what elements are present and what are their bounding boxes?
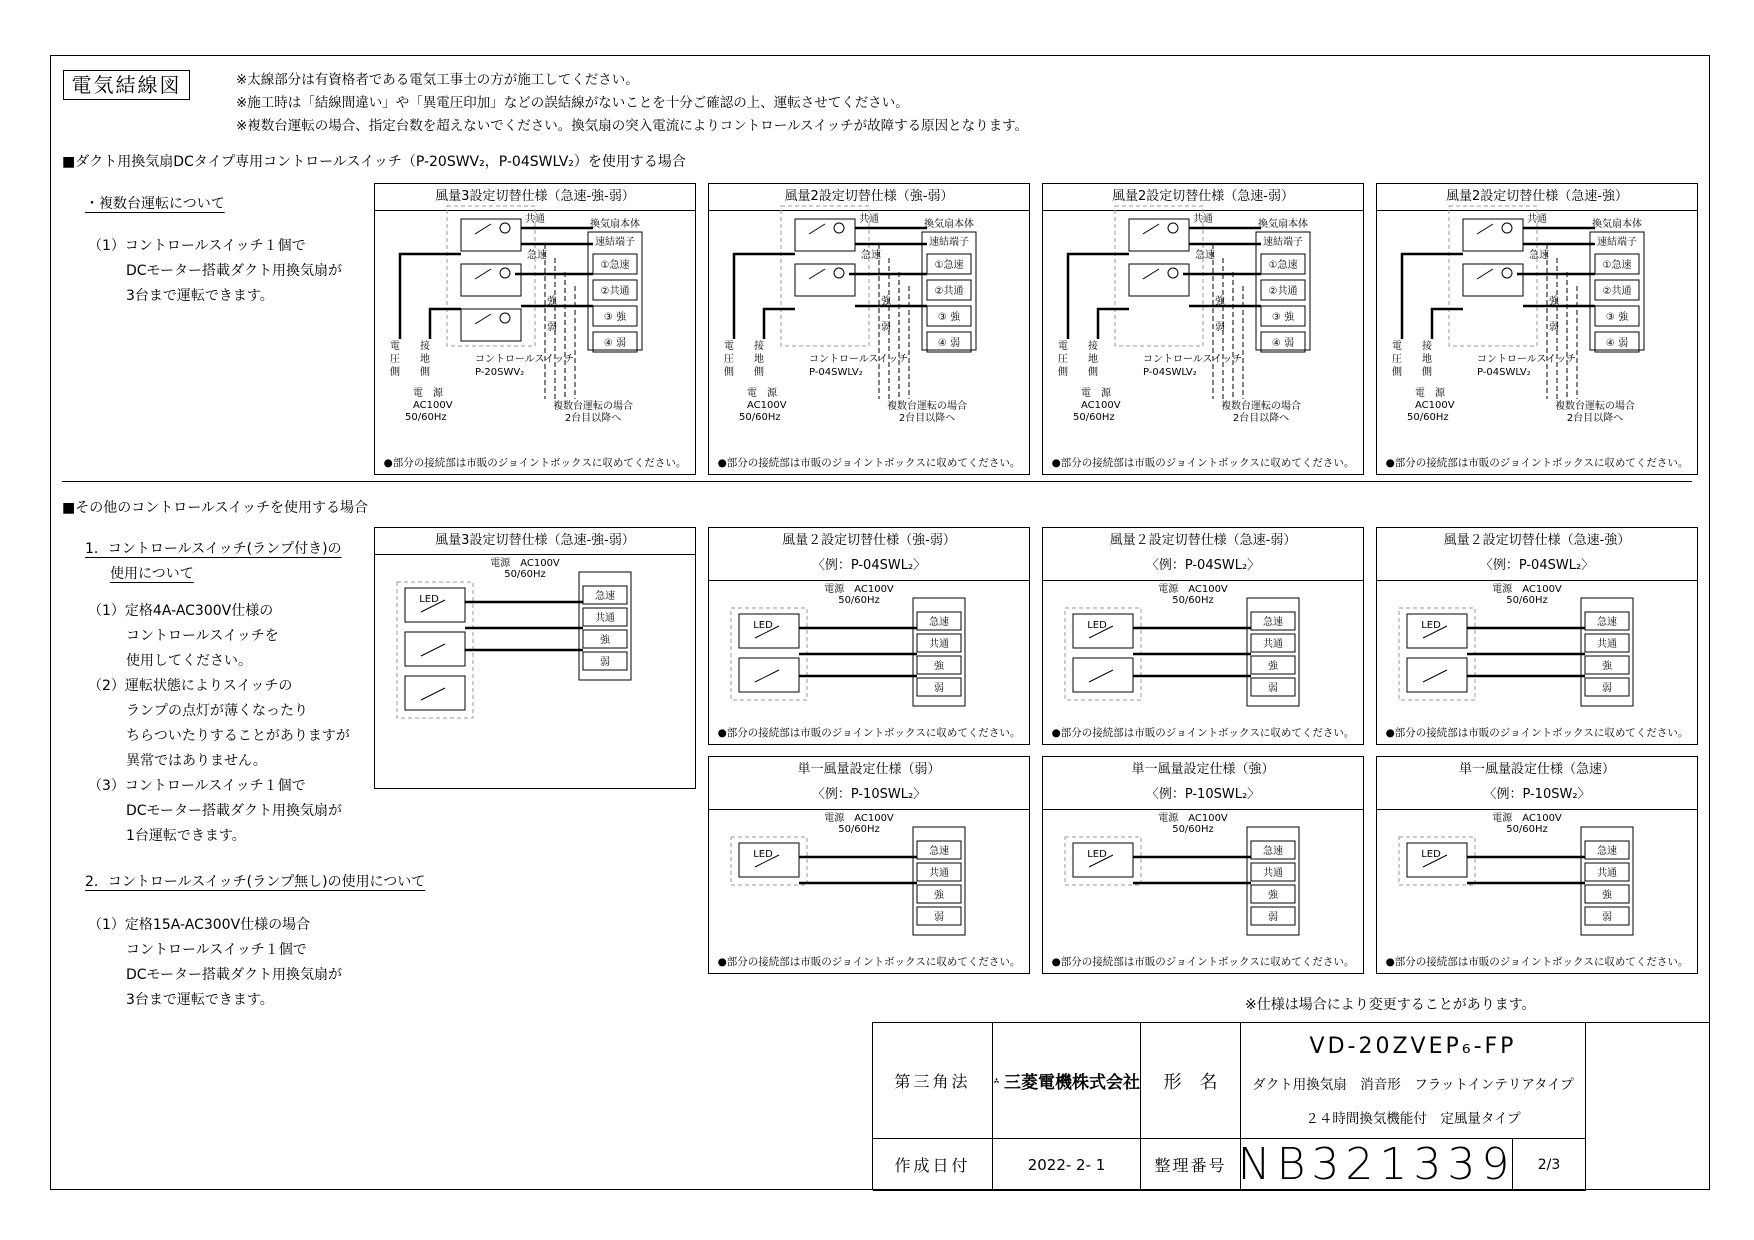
- switch-contact: [1423, 670, 1447, 682]
- s2-panel-5: [708, 756, 1030, 974]
- s1-footnote: ●部分の接続部は市販のジョイントボックスに収めてください。: [383, 457, 687, 469]
- label-ground-side: 側: [1088, 367, 1098, 378]
- item1-text-1: （1）定格4A-AC300V仕様の: [88, 603, 274, 619]
- s2-panel-example: 〈例：P-04SWL₂〉: [1145, 558, 1261, 573]
- switch-contact: [1143, 224, 1159, 234]
- label-hz: 50/60Hz: [739, 412, 781, 423]
- label-voltage-side: 電: [1058, 341, 1068, 352]
- label-hz: 50/60Hz: [1172, 824, 1214, 835]
- terminal-name: 弱: [934, 912, 944, 923]
- page-cell: 2/3: [1513, 1139, 1586, 1191]
- s2-panel-example: 〈例：P-10SWL₂〉: [1145, 787, 1261, 802]
- label-strong: 強: [547, 296, 557, 307]
- label-switch: コントロールスイッチ: [475, 354, 575, 365]
- label-multi2: 2台目以降へ: [898, 413, 956, 424]
- switch-element: [1463, 219, 1523, 251]
- terminal-name: 弱: [1602, 683, 1612, 694]
- note-2: ※施工時は「結線間違い」や「異電圧印加」などの誤結線がないことを十分ご確認の上、運転させてください。: [236, 95, 909, 111]
- label-common: 共通: [859, 214, 879, 225]
- item1-text-6: ちらついたりすることがありますが: [126, 728, 350, 744]
- terminal-label: 速結端子: [595, 237, 635, 248]
- item1-text-9: DCモーター搭載ダクト用換気扇が: [126, 803, 342, 819]
- s2-schematic: [709, 757, 1029, 973]
- label-multi: 複数台運転の場合: [887, 401, 967, 412]
- label-ground-side: 接: [1422, 341, 1432, 352]
- terminal-name: 強: [1602, 890, 1612, 901]
- label-strong: 強: [1215, 296, 1225, 307]
- switch-contact: [809, 224, 825, 234]
- label-power: 電源 AC100V: [1158, 584, 1228, 595]
- switch-box: [731, 837, 807, 885]
- switch-contact: [421, 688, 445, 700]
- label-power: 電源 AC100V: [824, 584, 894, 595]
- terminal-name: 共通: [1263, 868, 1283, 879]
- label-voltage-side: 側: [1058, 367, 1068, 378]
- s2-panel-title: 風量２設定切替仕様（急速-強）: [1443, 533, 1631, 548]
- led-label: LED: [419, 594, 439, 605]
- label-ac: AC100V: [747, 400, 787, 411]
- section1-text-1: （1）コントロールスイッチ１個で: [88, 238, 306, 254]
- switch-terminal-icon: [1168, 223, 1178, 233]
- label-switch: コントロールスイッチ: [809, 354, 909, 365]
- company-name: 三菱電機株式会社: [1004, 1073, 1140, 1093]
- terminal-name: ②共通: [600, 286, 630, 297]
- s1-footnote: ●部分の接続部は市販のジョイントボックスに収めてください。: [1051, 457, 1355, 469]
- label-common: 共通: [1193, 214, 1213, 225]
- terminal-label: 速結端子: [929, 237, 969, 248]
- switch-contact: [1477, 224, 1493, 234]
- s1-schematic: [1043, 184, 1363, 474]
- s1-panel-title: 風量2設定切替仕様（強-弱）: [709, 184, 1029, 211]
- label-ground-side: 接: [1088, 341, 1098, 352]
- label-voltage-side: 圧: [390, 354, 400, 365]
- section1-text-2: DCモーター搭載ダクト用換気扇が: [126, 263, 342, 279]
- switch-contact: [475, 224, 491, 234]
- label-rapid: 急速: [1195, 250, 1215, 261]
- s1-footnote: ●部分の接続部は市販のジョイントボックスに収めてください。: [717, 457, 1021, 469]
- terminal-name: ①急速: [934, 260, 964, 271]
- number-cell: NB321339: [1237, 1139, 1516, 1190]
- s2-panel-example: 〈例：P-04SWL₂〉: [811, 558, 927, 573]
- label-multi: 複数台運転の場合: [1555, 401, 1635, 412]
- terminal-name: ③ 強: [1605, 312, 1629, 323]
- switch-contact: [421, 644, 445, 656]
- switch-element: [461, 219, 521, 251]
- wire-ground: [430, 309, 461, 339]
- s2-panel-example: 〈例：P-04SWL₂〉: [1479, 558, 1595, 573]
- s1-panel-title: 風量3設定切替仕様（急速-強-弱）: [375, 184, 695, 211]
- fan-body-label: 換気扇本体: [1258, 219, 1308, 230]
- label-rapid: 急速: [861, 250, 881, 261]
- s2-schematic: [709, 528, 1029, 744]
- terminal-name: 急速: [929, 617, 949, 628]
- terminal-name: ③ 強: [937, 312, 961, 323]
- terminal-name: ④ 弱: [1271, 338, 1295, 349]
- label-switch-model: P-04SWLV₂: [1477, 367, 1531, 378]
- label-weak: 弱: [547, 322, 557, 333]
- wire-rapid: [1189, 228, 1261, 244]
- label-ground-side: 側: [1422, 367, 1432, 378]
- label-power: 電 源: [747, 388, 777, 399]
- s2-panel-title: 単一風量設定仕様（弱）: [797, 762, 941, 777]
- label-power: 電 源: [1415, 388, 1445, 399]
- label-weak: 弱: [1549, 322, 1559, 333]
- terminal-name: ④ 弱: [937, 338, 961, 349]
- spec-note: ※仕様は場合により変更することがあります。: [1245, 997, 1536, 1013]
- section1-subheading: ・複数台運転について: [85, 196, 225, 212]
- s2-panel-example: 〈例：P-10SW₂〉: [1483, 787, 1591, 802]
- s1-panel-1: [374, 183, 696, 475]
- switch-contact: [475, 269, 491, 279]
- fan-body-label: 換気扇本体: [1592, 219, 1642, 230]
- switch-terminal-icon: [500, 268, 510, 278]
- item2-text-3: DCモーター搭載ダクト用換気扇が: [126, 967, 342, 983]
- switch-box: [1399, 837, 1475, 885]
- label-ground-side: 側: [420, 367, 430, 378]
- terminal-name: 急速: [1263, 617, 1283, 628]
- title-block: [872, 1022, 1710, 1190]
- s2-panel-3: [1042, 527, 1364, 745]
- label-power: 電源 AC100V: [1158, 813, 1228, 824]
- terminal-name: 強: [1602, 661, 1612, 672]
- terminal-label: 速結端子: [1597, 237, 1637, 248]
- terminal-name: ③ 強: [1271, 312, 1295, 323]
- terminal-name: 弱: [1268, 683, 1278, 694]
- s2-footnote: ●部分の接続部は市販のジョイントボックスに収めてください。: [1051, 956, 1355, 968]
- terminal-name: 急速: [1263, 846, 1283, 857]
- note-3: ※複数台運転の場合、指定台数を超えないでください。換気扇の突入電流によりコントロールスイッチが故障する原因となります。: [236, 118, 1029, 134]
- s2-panel-4: [1376, 527, 1698, 745]
- switch-element: [1463, 264, 1523, 296]
- model-cell: [1241, 1023, 1586, 1139]
- label-ground-side: 接: [754, 341, 764, 352]
- label-ground-side: 接: [420, 341, 430, 352]
- fan-body-label: 換気扇本体: [590, 219, 640, 230]
- switch-box: [1065, 837, 1141, 885]
- switch-contact: [475, 314, 491, 324]
- fan-body-label: 換気扇本体: [924, 219, 974, 230]
- terminal-name: 共通: [595, 613, 615, 624]
- terminal-name: 強: [934, 661, 944, 672]
- switch-element: [461, 309, 521, 341]
- label-weak: 弱: [1215, 322, 1225, 333]
- s2-schematic: [375, 528, 695, 788]
- terminal-name: 急速: [929, 846, 949, 857]
- s2-schematic: [1043, 757, 1363, 973]
- page-title: 電気結線図: [63, 70, 190, 100]
- s1-schematic: [375, 184, 695, 474]
- terminal-name: ④ 弱: [1605, 338, 1629, 349]
- terminal-name: 強: [600, 635, 610, 646]
- date-cell: 2022- 2- 1: [993, 1139, 1141, 1191]
- label-power: 電源 AC100V: [1492, 584, 1562, 595]
- terminal-name: 弱: [1268, 912, 1278, 923]
- label-voltage-side: 電: [1392, 341, 1402, 352]
- model-desc-1: ダクト用換気扇 消音形 フラットインテリアタイプ: [1252, 1077, 1574, 1093]
- s2-schematic: [1043, 528, 1363, 744]
- switch-contact: [809, 269, 825, 279]
- s2-footnote: ●部分の接続部は市販のジョイントボックスに収めてください。: [1385, 956, 1689, 968]
- s2-panel-title: 風量3設定切替仕様（急速-強-弱）: [375, 528, 695, 555]
- label-hz: 50/60Hz: [504, 569, 546, 580]
- s1-panel-3: [1042, 183, 1364, 475]
- label-power: 電源 AC100V: [1492, 813, 1562, 824]
- mitsubishi-logo-icon: [993, 1069, 1000, 1093]
- s1-panel-title: 風量2設定切替仕様（急速-強）: [1377, 184, 1697, 211]
- item1-text-8: （3）コントロールスイッチ１個で: [88, 778, 306, 794]
- terminal-name: 急速: [1597, 617, 1617, 628]
- label-ground-side: 地: [1422, 354, 1432, 365]
- switch-contact: [755, 670, 779, 682]
- terminal-name: ①急速: [1268, 260, 1298, 271]
- s2-footnote: ●部分の接続部は市販のジョイントボックスに収めてください。: [1051, 727, 1355, 739]
- switch-element: [1129, 219, 1189, 251]
- section1-text-3: 3台まで運転できます。: [126, 288, 274, 304]
- item1-text-7: 異常ではありません。: [126, 753, 267, 769]
- label-power: 電源 AC100V: [824, 813, 894, 824]
- s2-schematic: [1377, 528, 1697, 744]
- switch-terminal-icon: [834, 223, 844, 233]
- label-common: 共通: [1527, 214, 1547, 225]
- switch-terminal-icon: [500, 223, 510, 233]
- terminal-name: 急速: [595, 591, 615, 602]
- switch-contact: [1089, 670, 1113, 682]
- label-hz: 50/60Hz: [838, 595, 880, 606]
- label-voltage-side: 電: [390, 341, 400, 352]
- switch-terminal-icon: [1168, 268, 1178, 278]
- model-desc-2: ２４時間換気機能付 定風量タイプ: [1305, 1111, 1521, 1127]
- terminal-name: 急速: [1597, 846, 1617, 857]
- terminal-name: ②共通: [1602, 286, 1632, 297]
- label-ground-side: 側: [754, 367, 764, 378]
- terminal-name: 共通: [929, 639, 949, 650]
- label-switch-model: P-04SWLV₂: [1143, 367, 1197, 378]
- label-power: 電 源: [413, 388, 443, 399]
- led-label: LED: [1087, 620, 1107, 631]
- label-hz: 50/60Hz: [1407, 412, 1449, 423]
- switch-element: [1129, 264, 1189, 296]
- label-switch: コントロールスイッチ: [1143, 354, 1243, 365]
- terminal-name: 共通: [1263, 639, 1283, 650]
- terminal-name: ②共通: [1268, 286, 1298, 297]
- label-voltage-side: 側: [1392, 367, 1402, 378]
- label-hz: 50/60Hz: [405, 412, 447, 423]
- label-hz: 50/60Hz: [1073, 412, 1115, 423]
- terminal-name: 強: [1268, 890, 1278, 901]
- item1-text-2: コントロールスイッチを: [126, 628, 279, 644]
- projection-cell: 第三角法: [873, 1023, 993, 1139]
- s2-panel-title: 風量２設定切替仕様（強-弱）: [782, 533, 956, 548]
- s2-footnote: ●部分の接続部は市販のジョイントボックスに収めてください。: [717, 727, 1021, 739]
- note-1: ※太線部分は有資格者である電気工事士の方が施工してください。: [236, 72, 639, 88]
- label-ground-side: 地: [420, 354, 430, 365]
- label-ground-side: 地: [1088, 354, 1098, 365]
- model-label-cell: 形 名: [1141, 1023, 1241, 1139]
- label-switch-model: P-20SWV₂: [475, 367, 525, 378]
- led-label: LED: [1421, 620, 1441, 631]
- label-voltage-side: 電: [724, 341, 734, 352]
- switch-terminal-icon: [834, 268, 844, 278]
- terminal-label: 速結端子: [1263, 237, 1303, 248]
- item2-text-1: （1）定格15A-AC300V仕様の場合: [88, 917, 311, 933]
- section1-heading: ■ダクト用換気扇DCタイプ専用コントロールスイッチ（P-20SWV₂，P-04SWLV₂）を使用する場合: [62, 154, 686, 170]
- s2-panel-title: 単一風量設定仕様（急速）: [1458, 762, 1615, 777]
- label-voltage-side: 圧: [1392, 354, 1402, 365]
- wire-ground: [764, 309, 795, 339]
- section-divider: [62, 481, 1692, 482]
- label-switch: コントロールスイッチ: [1477, 354, 1577, 365]
- s2-panel-title: 単一風量設定仕様（強）: [1131, 762, 1275, 777]
- item2-text-4: 3台まで運転できます。: [126, 992, 274, 1008]
- wire-rapid: [1523, 228, 1595, 244]
- switch-contact: [1477, 269, 1493, 279]
- wire-rapid: [521, 228, 593, 244]
- item1-text-4: （2）運転状態によりスイッチの: [88, 678, 293, 694]
- label-rapid: 急速: [1529, 250, 1549, 261]
- terminal-name: 共通: [1597, 639, 1617, 650]
- number-label-cell: 整理番号: [1141, 1139, 1241, 1191]
- s2-panel-example: 〈例：P-10SWL₂〉: [811, 787, 927, 802]
- wire-rapid: [855, 228, 927, 244]
- model-number: VD-20ZVEP₆-FP: [1309, 1034, 1517, 1059]
- label-rapid: 急速: [527, 250, 547, 261]
- label-voltage-side: 圧: [1058, 354, 1068, 365]
- label-multi2: 2台目以降へ: [1232, 413, 1290, 424]
- led-label: LED: [753, 849, 773, 860]
- led-label: LED: [753, 620, 773, 631]
- label-voltage-side: 圧: [724, 354, 734, 365]
- label-ac: AC100V: [413, 400, 453, 411]
- item2-title: 2．コントロールスイッチ(ランプ無し)の使用について: [85, 874, 426, 890]
- s1-panel-title: 風量2設定切替仕様（急速-弱）: [1043, 184, 1363, 211]
- s2-footnote: ●部分の接続部は市販のジョイントボックスに収めてください。: [717, 956, 1021, 968]
- switch-terminal-icon: [500, 313, 510, 323]
- label-weak: 弱: [881, 322, 891, 333]
- s2-panel-2: [708, 527, 1030, 745]
- s1-panel-2: [708, 183, 1030, 475]
- date-label-cell: 作成日付: [873, 1139, 993, 1191]
- s2-panel-title: 風量２設定切替仕様（急速-弱）: [1109, 533, 1297, 548]
- terminal-name: ④ 弱: [603, 338, 627, 349]
- terminal-name: ①急速: [1602, 260, 1632, 271]
- s1-schematic: [1377, 184, 1697, 474]
- label-switch-model: P-04SWLV₂: [809, 367, 863, 378]
- switch-element: [461, 264, 521, 296]
- wire-ground: [1098, 309, 1129, 339]
- s1-schematic: [709, 184, 1029, 474]
- section2-heading: ■その他のコントロールスイッチを使用する場合: [62, 500, 368, 516]
- label-voltage-side: 側: [724, 367, 734, 378]
- s2-panel-7: [1376, 756, 1698, 974]
- label-hz: 50/60Hz: [838, 824, 880, 835]
- label-hz: 50/60Hz: [1506, 595, 1548, 606]
- item1-title-l1: 1．コントロールスイッチ(ランプ付き)の: [85, 541, 342, 557]
- terminal-name: ②共通: [934, 286, 964, 297]
- terminal-name: ③ 強: [603, 312, 627, 323]
- company-cell: [993, 1023, 1141, 1139]
- s2-footnote: ●部分の接続部は市販のジョイントボックスに収めてください。: [1385, 727, 1689, 739]
- s1-panel-4: [1376, 183, 1698, 475]
- label-power: 電 源: [1081, 388, 1111, 399]
- s2-schematic: [1377, 757, 1697, 973]
- label-hz: 50/60Hz: [1506, 824, 1548, 835]
- terminal-name: 強: [1268, 661, 1278, 672]
- s2-panel-1: [374, 527, 696, 789]
- led-label: LED: [1421, 849, 1441, 860]
- label-strong: 強: [881, 296, 891, 307]
- label-voltage-side: 側: [390, 367, 400, 378]
- label-ac: AC100V: [1415, 400, 1455, 411]
- label-common: 共通: [525, 214, 545, 225]
- terminal-name: 共通: [1597, 868, 1617, 879]
- label-hz: 50/60Hz: [1172, 595, 1214, 606]
- terminal-name: 共通: [929, 868, 949, 879]
- led-label: LED: [1087, 849, 1107, 860]
- label-ground-side: 地: [754, 354, 764, 365]
- item2-text-2: コントロールスイッチ１個で: [126, 942, 307, 958]
- label-multi: 複数台運転の場合: [553, 401, 633, 412]
- terminal-name: 弱: [1602, 912, 1612, 923]
- label-power: 電源 AC100V: [490, 558, 560, 569]
- label-multi2: 2台目以降へ: [564, 413, 622, 424]
- item1-text-3: 使用してください。: [126, 653, 252, 669]
- item1-text-10: 1台運転できます。: [126, 828, 246, 844]
- terminal-name: 弱: [934, 683, 944, 694]
- s2-panel-6: [1042, 756, 1364, 974]
- switch-element: [795, 264, 855, 296]
- wire-ground: [1432, 309, 1463, 339]
- item1-text-5: ランプの点灯が薄くなったり: [126, 703, 308, 719]
- label-ac: AC100V: [1081, 400, 1121, 411]
- terminal-name: 弱: [600, 657, 610, 668]
- switch-element: [795, 219, 855, 251]
- label-multi: 複数台運転の場合: [1221, 401, 1301, 412]
- switch-contact: [1143, 269, 1159, 279]
- label-strong: 強: [1549, 296, 1559, 307]
- terminal-name: 強: [934, 890, 944, 901]
- label-multi2: 2台目以降へ: [1566, 413, 1624, 424]
- item1-title-l2: 使用について: [110, 566, 194, 582]
- s1-footnote: ●部分の接続部は市販のジョイントボックスに収めてください。: [1385, 457, 1689, 469]
- switch-terminal-icon: [1502, 223, 1512, 233]
- terminal-name: ①急速: [600, 260, 630, 271]
- switch-terminal-icon: [1502, 268, 1512, 278]
